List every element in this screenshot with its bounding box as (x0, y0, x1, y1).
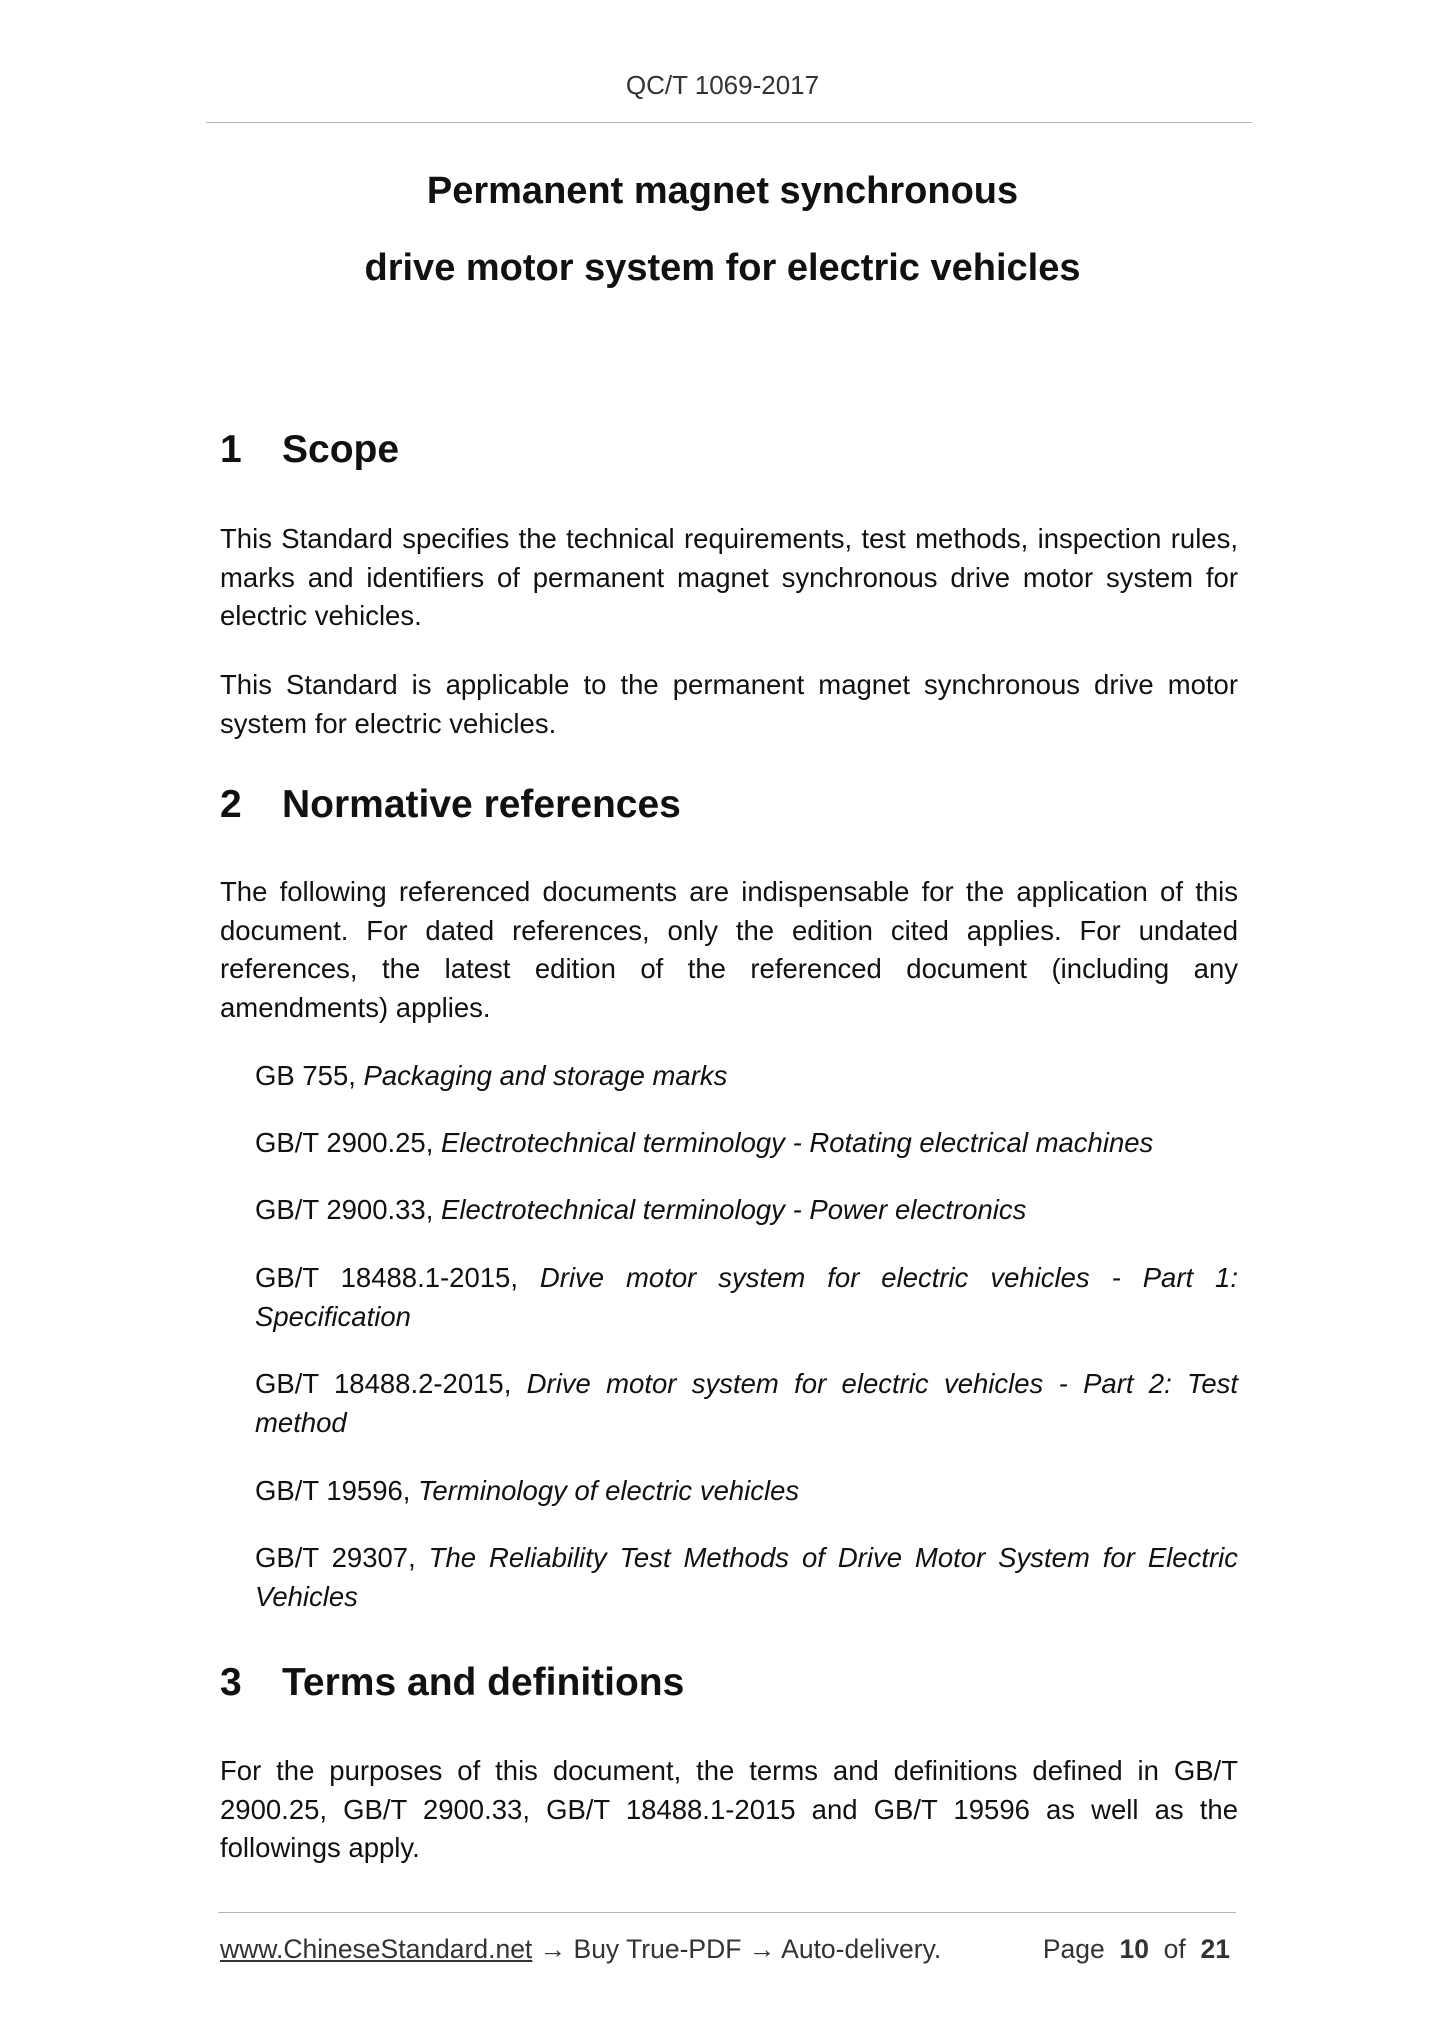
section-heading-terms-and-definitions (220, 1661, 684, 1705)
reference-code: GB/T 2900.25, (255, 1127, 442, 1158)
section-title: Terms and definitions (282, 1661, 685, 1704)
reference-item (255, 1259, 1238, 1336)
reference-title: Electrotechnical terminology - Power electronics (441, 1194, 1027, 1225)
section-title: Normative references (282, 783, 681, 826)
normative-references-paragraph: The following referenced documents are indispensable for the application of this document. For dated references, only the edition cited applies. For undated references, the latest edition of the referenced document (including any amendments) applies. (220, 876, 1238, 1023)
section-heading-normative-references (220, 783, 681, 827)
footer-divider (218, 1912, 1236, 1913)
reference-title: Drive motor system for electric vehicles - Part 2: Test method (255, 1368, 1238, 1438)
current-page: 10 (1119, 1934, 1149, 1964)
section-number: 1 (220, 428, 242, 471)
page-footer (220, 1934, 1230, 1965)
page-number (1043, 1934, 1230, 1965)
reference-item (255, 1472, 1238, 1511)
reference-title: Electrotechnical terminology - Rotating electrical machines (441, 1127, 1154, 1158)
terms-paragraph: For the purposes of this document, the terms and definitions defined in GB/T 2900.25, GB/T 2900.33, GB/T 18488.1-2015 and GB/T 19596 as well as the followings apply. (220, 1755, 1238, 1863)
reference-code: GB/T 2900.33, (255, 1194, 442, 1225)
reference-code: GB/T 29307, (255, 1542, 429, 1573)
reference-item (255, 1191, 1238, 1230)
footer-promo (220, 1934, 941, 1965)
reference-code: GB/T 19596, (255, 1475, 419, 1506)
scope-paragraph-2: This Standard is applicable to the permanent magnet synchronous drive motor system for electric vehicles. (220, 669, 1238, 739)
reference-title: Drive motor system for electric vehicles - Part 1: Specification (255, 1262, 1238, 1332)
section-title: Scope (282, 428, 400, 471)
reference-code: GB 755, (255, 1060, 364, 1091)
header-divider (206, 122, 1252, 123)
section-number: 3 (220, 1661, 242, 1704)
reference-item (255, 1124, 1238, 1163)
scope-paragraph-1: This Standard specifies the technical requirements, test methods, inspection rules, marks and identifiers of permanent magnet synchronous drive motor system for electric vehicles. (220, 523, 1238, 631)
reference-title: The Reliability Test Methods of Drive Motor System for Electric Vehicles (255, 1542, 1238, 1612)
reference-title: Packaging and storage marks (363, 1060, 728, 1091)
of-word: of (1163, 1934, 1186, 1964)
reference-item (255, 1365, 1238, 1442)
total-pages: 21 (1200, 1934, 1230, 1964)
section-heading-scope (220, 428, 399, 472)
website-link[interactable]: www.ChineseStandard.net (220, 1934, 533, 1964)
reference-item (255, 1057, 1238, 1096)
document-title-line-2: drive motor system for electric vehicles (364, 247, 1081, 289)
reference-title: Terminology of electric vehicles (418, 1475, 800, 1506)
section-number: 2 (220, 783, 242, 826)
reference-code: GB/T 18488.1-2015, (255, 1262, 540, 1293)
footer-promo-text: → Buy True-PDF → Auto-delivery. (532, 1934, 942, 1964)
document-title-line-1: Permanent magnet synchronous (426, 170, 1019, 212)
document-code-header: QC/T 1069-2017 (625, 70, 820, 100)
page-word: Page (1042, 1934, 1105, 1964)
reference-item (255, 1539, 1238, 1616)
reference-code: GB/T 18488.2-2015, (255, 1368, 527, 1399)
